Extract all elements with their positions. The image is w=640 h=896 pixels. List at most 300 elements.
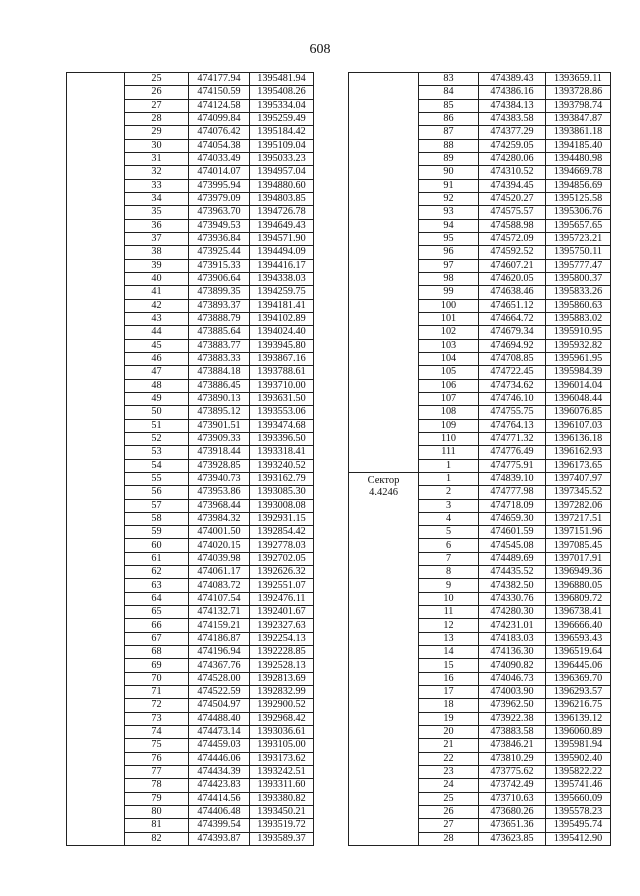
x-coordinate-cell: 474592.52 [479,246,546,259]
y-coordinate-cell: 1396173.65 [546,459,611,472]
y-coordinate-cell: 1392228.85 [250,646,314,659]
point-number-cell: 100 [419,299,479,312]
point-number-cell: 12 [419,619,479,632]
y-coordinate-cell: 1396738.41 [546,606,611,619]
x-coordinate-cell: 473925.44 [189,246,250,259]
x-coordinate-cell: 473883.58 [479,726,546,739]
sector-label-cell [349,472,419,845]
y-coordinate-cell: 1392626.32 [250,566,314,579]
x-coordinate-cell: 474638.46 [479,286,546,299]
point-number-cell: 109 [419,419,479,432]
point-number-cell: 4 [419,512,479,525]
y-coordinate-cell: 1392401.67 [250,606,314,619]
y-coordinate-cell: 1392832.99 [250,686,314,699]
point-number-cell: 17 [419,686,479,699]
point-number-cell: 67 [125,632,189,645]
point-number-cell: 60 [125,539,189,552]
y-coordinate-cell: 1397085.45 [546,539,611,552]
point-number-cell: 73 [125,712,189,725]
x-coordinate-cell: 474777.98 [479,486,546,499]
x-coordinate-cell: 474394.45 [479,179,546,192]
point-number-cell: 14 [419,646,479,659]
y-coordinate-cell: 1394181.41 [250,299,314,312]
point-number-cell: 5 [419,526,479,539]
point-number-cell: 98 [419,272,479,285]
x-coordinate-cell: 474607.21 [479,259,546,272]
sector-label: Сектор [367,474,400,486]
point-number-cell: 55 [125,472,189,485]
y-coordinate-cell: 1392813.69 [250,672,314,685]
y-coordinate-cell: 1395259.49 [250,112,314,125]
y-coordinate-cell: 1393728.86 [546,86,611,99]
x-coordinate-cell: 474384.13 [479,99,546,112]
x-coordinate-cell: 474399.54 [189,819,250,832]
table-row [349,73,611,86]
sector-code: 4.4246 [369,486,398,498]
point-number-cell: 28 [125,112,189,125]
y-coordinate-cell: 1395334.04 [250,99,314,112]
point-number-cell: 66 [125,619,189,632]
coordinates-table-right [348,72,611,846]
point-number-cell: 41 [125,286,189,299]
y-coordinate-cell: 1397407.97 [546,472,611,485]
point-number-cell: 52 [125,432,189,445]
point-number-cell: 96 [419,246,479,259]
x-coordinate-cell: 474504.97 [189,699,250,712]
y-coordinate-cell: 1393847.87 [546,112,611,125]
point-number-cell: 43 [125,312,189,325]
x-coordinate-cell: 473886.45 [189,379,250,392]
x-coordinate-cell: 474520.27 [479,192,546,205]
x-coordinate-cell: 473893.37 [189,299,250,312]
point-number-cell: 57 [125,499,189,512]
y-coordinate-cell: 1393553.06 [250,406,314,419]
point-number-cell: 18 [419,699,479,712]
x-coordinate-cell: 474545.08 [479,539,546,552]
x-coordinate-cell: 474280.06 [479,152,546,165]
x-coordinate-cell: 474136.30 [479,646,546,659]
point-number-cell: 6 [419,539,479,552]
y-coordinate-cell: 1393318.41 [250,446,314,459]
point-number-cell: 42 [125,299,189,312]
x-coordinate-cell: 474046.73 [479,672,546,685]
x-coordinate-cell: 473775.62 [479,766,546,779]
y-coordinate-cell: 1393036.61 [250,726,314,739]
y-coordinate-cell: 1393162.79 [250,472,314,485]
y-coordinate-cell: 1396809.72 [546,592,611,605]
y-coordinate-cell: 1394338.03 [250,272,314,285]
x-coordinate-cell: 474090.82 [479,659,546,672]
y-coordinate-cell: 1394880.60 [250,179,314,192]
x-coordinate-cell: 473710.63 [479,792,546,805]
point-number-cell: 83 [419,73,479,86]
x-coordinate-cell: 473995.94 [189,179,250,192]
y-coordinate-cell: 1393710.00 [250,379,314,392]
y-coordinate-cell: 1392854.42 [250,526,314,539]
y-coordinate-cell: 1396060.89 [546,726,611,739]
y-coordinate-cell: 1393519.72 [250,819,314,832]
point-number-cell: 27 [125,99,189,112]
sector-cell [67,73,125,846]
x-coordinate-cell: 473651.36 [479,819,546,832]
y-coordinate-cell: 1393085.30 [250,486,314,499]
y-coordinate-cell: 1395408.26 [250,86,314,99]
point-number-cell: 70 [125,672,189,685]
y-coordinate-cell: 1395481.94 [250,73,314,86]
x-coordinate-cell: 473963.70 [189,206,250,219]
x-coordinate-cell: 474132.71 [189,606,250,619]
y-coordinate-cell: 1394957.04 [250,166,314,179]
x-coordinate-cell: 473890.13 [189,392,250,405]
x-coordinate-cell: 474386.16 [479,86,546,99]
point-number-cell: 89 [419,152,479,165]
y-coordinate-cell: 1395932.82 [546,339,611,352]
point-number-cell: 80 [125,806,189,819]
y-coordinate-cell: 1394494.09 [250,246,314,259]
x-coordinate-cell: 474196.94 [189,646,250,659]
y-coordinate-cell: 1393867.16 [250,352,314,365]
point-number-cell: 74 [125,726,189,739]
y-coordinate-cell: 1395495.74 [546,819,611,832]
y-coordinate-cell: 1392551.07 [250,579,314,592]
x-coordinate-cell: 474367.76 [189,659,250,672]
point-number-cell: 30 [125,139,189,152]
y-coordinate-cell: 1393380.82 [250,792,314,805]
point-number-cell: 23 [419,766,479,779]
y-coordinate-cell: 1393450.21 [250,806,314,819]
y-coordinate-cell: 1393945.80 [250,339,314,352]
point-number-cell: 58 [125,512,189,525]
point-number-cell: 84 [419,86,479,99]
x-coordinate-cell: 474489.69 [479,552,546,565]
x-coordinate-cell: 474014.07 [189,166,250,179]
x-coordinate-cell: 474435.52 [479,566,546,579]
x-coordinate-cell: 473909.33 [189,432,250,445]
x-coordinate-cell: 474330.76 [479,592,546,605]
y-coordinate-cell: 1392968.42 [250,712,314,725]
x-coordinate-cell: 474434.39 [189,766,250,779]
y-coordinate-cell: 1395883.02 [546,312,611,325]
x-coordinate-cell: 474382.50 [479,579,546,592]
y-coordinate-cell: 1396293.57 [546,686,611,699]
point-number-cell: 40 [125,272,189,285]
y-coordinate-cell: 1395109.04 [250,139,314,152]
x-coordinate-cell: 473810.29 [479,752,546,765]
x-coordinate-cell: 474522.59 [189,686,250,699]
point-number-cell: 44 [125,326,189,339]
y-coordinate-cell: 1394102.89 [250,312,314,325]
y-coordinate-cell: 1397282.06 [546,499,611,512]
y-coordinate-cell: 1396949.36 [546,566,611,579]
sector-cell [349,73,419,473]
x-coordinate-cell: 474473.14 [189,726,250,739]
point-number-cell: 21 [419,739,479,752]
x-coordinate-cell: 474601.59 [479,526,546,539]
y-coordinate-cell: 1396162.93 [546,446,611,459]
y-coordinate-cell: 1396369.70 [546,672,611,685]
x-coordinate-cell: 473623.85 [479,832,546,845]
point-number-cell: 31 [125,152,189,165]
x-coordinate-cell: 473922.38 [479,712,546,725]
x-coordinate-cell: 473915.33 [189,259,250,272]
point-number-cell: 25 [419,792,479,805]
y-coordinate-cell: 1396076.85 [546,406,611,419]
point-number-cell: 19 [419,712,479,725]
point-number-cell: 28 [419,832,479,845]
x-coordinate-cell: 474150.59 [189,86,250,99]
point-number-cell: 9 [419,579,479,592]
x-coordinate-cell: 473953.86 [189,486,250,499]
x-coordinate-cell: 474651.12 [479,299,546,312]
y-coordinate-cell: 1394259.75 [250,286,314,299]
point-number-cell: 85 [419,99,479,112]
y-coordinate-cell: 1397217.51 [546,512,611,525]
point-number-cell: 8 [419,566,479,579]
point-number-cell: 20 [419,726,479,739]
x-coordinate-cell: 474664.72 [479,312,546,325]
point-number-cell: 37 [125,232,189,245]
y-coordinate-cell: 1396666.40 [546,619,611,632]
y-coordinate-cell: 1393474.68 [250,419,314,432]
y-coordinate-cell: 1393631.50 [250,392,314,405]
x-coordinate-cell: 474572.09 [479,232,546,245]
point-number-cell: 95 [419,232,479,245]
point-number-cell: 63 [125,579,189,592]
x-coordinate-cell: 474377.29 [479,126,546,139]
y-coordinate-cell: 1392254.13 [250,632,314,645]
y-coordinate-cell: 1392702.05 [250,552,314,565]
point-number-cell: 65 [125,606,189,619]
x-coordinate-cell: 473949.53 [189,219,250,232]
x-coordinate-cell: 473979.09 [189,192,250,205]
y-coordinate-cell: 1396139.12 [546,712,611,725]
y-coordinate-cell: 1392900.52 [250,699,314,712]
y-coordinate-cell: 1396014.04 [546,379,611,392]
point-number-cell: 32 [125,166,189,179]
x-coordinate-cell: 474459.03 [189,739,250,752]
x-coordinate-cell: 474406.48 [189,806,250,819]
y-coordinate-cell: 1395777.47 [546,259,611,272]
point-number-cell: 78 [125,779,189,792]
y-coordinate-cell: 1396107.03 [546,419,611,432]
x-coordinate-cell: 474679.34 [479,326,546,339]
point-number-cell: 97 [419,259,479,272]
x-coordinate-cell: 474775.91 [479,459,546,472]
y-coordinate-cell: 1396445.06 [546,659,611,672]
y-coordinate-cell: 1395910.95 [546,326,611,339]
point-number-cell: 3 [419,499,479,512]
x-coordinate-cell: 474020.15 [189,539,250,552]
y-coordinate-cell: 1392327.63 [250,619,314,632]
x-coordinate-cell: 474588.98 [479,219,546,232]
y-coordinate-cell: 1392476.11 [250,592,314,605]
x-coordinate-cell: 473888.79 [189,312,250,325]
point-number-cell: 26 [419,806,479,819]
point-number-cell: 54 [125,459,189,472]
y-coordinate-cell: 1394024.40 [250,326,314,339]
point-number-cell: 75 [125,739,189,752]
point-number-cell: 102 [419,326,479,339]
x-coordinate-cell: 474776.49 [479,446,546,459]
x-coordinate-cell: 474620.05 [479,272,546,285]
point-number-cell: 7 [419,552,479,565]
y-coordinate-cell: 1394856.69 [546,179,611,192]
x-coordinate-cell: 474259.05 [479,139,546,152]
point-number-cell: 36 [125,219,189,232]
point-number-cell: 33 [125,179,189,192]
point-number-cell: 39 [125,259,189,272]
x-coordinate-cell: 473906.64 [189,272,250,285]
x-coordinate-cell: 474423.83 [189,779,250,792]
x-coordinate-cell: 474755.75 [479,406,546,419]
y-coordinate-cell: 1395984.39 [546,366,611,379]
point-number-cell: 93 [419,206,479,219]
x-coordinate-cell: 473962.50 [479,699,546,712]
y-coordinate-cell: 1394803.85 [250,192,314,205]
x-coordinate-cell: 474124.58 [189,99,250,112]
x-coordinate-cell: 473936.84 [189,232,250,245]
y-coordinate-cell: 1395657.65 [546,219,611,232]
y-coordinate-cell: 1394649.43 [250,219,314,232]
point-number-cell: 106 [419,379,479,392]
point-number-cell: 38 [125,246,189,259]
y-coordinate-cell: 1395750.11 [546,246,611,259]
y-coordinate-cell: 1397345.52 [546,486,611,499]
point-number-cell: 59 [125,526,189,539]
point-number-cell: 35 [125,206,189,219]
point-number-cell: 15 [419,659,479,672]
x-coordinate-cell: 474107.54 [189,592,250,605]
y-coordinate-cell: 1395822.22 [546,766,611,779]
x-coordinate-cell: 473928.85 [189,459,250,472]
y-coordinate-cell: 1393008.08 [250,499,314,512]
y-coordinate-cell: 1395981.94 [546,739,611,752]
y-coordinate-cell: 1394669.78 [546,166,611,179]
y-coordinate-cell: 1394185.40 [546,139,611,152]
point-number-cell: 24 [419,779,479,792]
x-coordinate-cell: 474393.87 [189,832,250,845]
x-coordinate-cell: 474383.58 [479,112,546,125]
point-number-cell: 11 [419,606,479,619]
x-coordinate-cell: 474061.17 [189,566,250,579]
point-number-cell: 47 [125,366,189,379]
point-number-cell: 64 [125,592,189,605]
x-coordinate-cell: 474054.38 [189,139,250,152]
y-coordinate-cell: 1394480.98 [546,152,611,165]
x-coordinate-cell: 474839.10 [479,472,546,485]
point-number-cell: 107 [419,392,479,405]
y-coordinate-cell: 1395578.23 [546,806,611,819]
x-coordinate-cell: 474446.06 [189,752,250,765]
y-coordinate-cell: 1395833.26 [546,286,611,299]
y-coordinate-cell: 1396048.44 [546,392,611,405]
x-coordinate-cell: 474575.57 [479,206,546,219]
point-number-cell: 101 [419,312,479,325]
y-coordinate-cell: 1393105.00 [250,739,314,752]
point-number-cell: 77 [125,766,189,779]
x-coordinate-cell: 473846.21 [479,739,546,752]
point-number-cell: 34 [125,192,189,205]
y-coordinate-cell: 1393861.18 [546,126,611,139]
y-coordinate-cell: 1395412.90 [546,832,611,845]
point-number-cell: 61 [125,552,189,565]
point-number-cell: 46 [125,352,189,365]
point-number-cell: 92 [419,192,479,205]
point-number-cell: 26 [125,86,189,99]
x-coordinate-cell: 474389.43 [479,73,546,86]
y-coordinate-cell: 1395306.76 [546,206,611,219]
x-coordinate-cell: 474186.87 [189,632,250,645]
y-coordinate-cell: 1396519.64 [546,646,611,659]
coordinates-table-left [66,72,314,846]
x-coordinate-cell: 473968.44 [189,499,250,512]
point-number-cell: 71 [125,686,189,699]
table-row [67,73,314,86]
point-number-cell: 13 [419,632,479,645]
x-coordinate-cell: 474718.09 [479,499,546,512]
y-coordinate-cell: 1394571.90 [250,232,314,245]
point-number-cell: 48 [125,379,189,392]
y-coordinate-cell: 1396136.18 [546,432,611,445]
point-number-cell: 45 [125,339,189,352]
point-number-cell: 79 [125,792,189,805]
x-coordinate-cell: 474083.72 [189,579,250,592]
point-number-cell: 90 [419,166,479,179]
y-coordinate-cell: 1396880.05 [546,579,611,592]
y-coordinate-cell: 1395902.40 [546,752,611,765]
y-coordinate-cell: 1397151.96 [546,526,611,539]
point-number-cell: 72 [125,699,189,712]
x-coordinate-cell: 474488.40 [189,712,250,725]
x-coordinate-cell: 474076.42 [189,126,250,139]
x-coordinate-cell: 473742.49 [479,779,546,792]
x-coordinate-cell: 473883.77 [189,339,250,352]
point-number-cell: 111 [419,446,479,459]
x-coordinate-cell: 474694.92 [479,339,546,352]
x-coordinate-cell: 474734.62 [479,379,546,392]
point-number-cell: 94 [419,219,479,232]
x-coordinate-cell: 473883.33 [189,352,250,365]
point-number-cell: 16 [419,672,479,685]
y-coordinate-cell: 1393311.60 [250,779,314,792]
y-coordinate-cell: 1393589.37 [250,832,314,845]
x-coordinate-cell: 474708.85 [479,352,546,365]
x-coordinate-cell: 474764.13 [479,419,546,432]
x-coordinate-cell: 474003.90 [479,686,546,699]
point-number-cell: 56 [125,486,189,499]
x-coordinate-cell: 473885.64 [189,326,250,339]
table-row [349,472,611,485]
y-coordinate-cell: 1393240.52 [250,459,314,472]
y-coordinate-cell: 1392528.13 [250,659,314,672]
page-number: 608 [309,42,331,57]
x-coordinate-cell: 474528.00 [189,672,250,685]
y-coordinate-cell: 1395184.42 [250,126,314,139]
x-coordinate-cell: 474659.30 [479,512,546,525]
y-coordinate-cell: 1393173.62 [250,752,314,765]
point-number-cell: 49 [125,392,189,405]
point-number-cell: 51 [125,419,189,432]
x-coordinate-cell: 474310.52 [479,166,546,179]
y-coordinate-cell: 1397017.91 [546,552,611,565]
x-coordinate-cell: 474771.32 [479,432,546,445]
point-number-cell: 68 [125,646,189,659]
point-number-cell: 88 [419,139,479,152]
point-number-cell: 86 [419,112,479,125]
x-coordinate-cell: 474414.56 [189,792,250,805]
point-number-cell: 29 [125,126,189,139]
x-coordinate-cell: 473680.26 [479,806,546,819]
